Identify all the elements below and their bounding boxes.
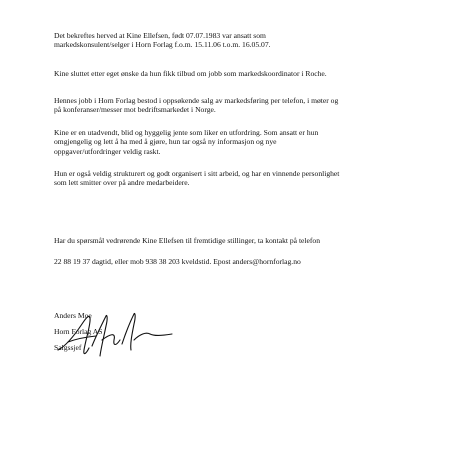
text-line: Hun er også veldig strukturert og godt organisert i sitt arbeid, og har en vinnende personlighet [54,169,340,178]
organization-paragraph [54,169,424,188]
resignation-paragraph [54,69,424,78]
text-line: som lett smitter over på andre medarbeidere. [54,178,190,188]
signer-title: Salgssjef [54,343,82,352]
text-line: omgjengelig og lett å ha med å gjøre, hun tar også ny informasjon og nye [54,137,277,147]
signer-company: Horn Forlag AS [54,327,103,336]
text-line: markedskonsulent/selger i Horn Forlag f.o.m. 15.11.06 t.o.m. 16.05.07. [54,40,271,50]
personality-paragraph [54,128,424,156]
employment-confirmation-paragraph [54,31,424,50]
text-line: Har du spørsmål vedrørende Kine Ellefsen til fremtidige stillinger, ta kontakt på telefon [54,236,321,245]
handwritten-signature [56,306,176,364]
text-line: 22 88 19 37 dagtid, eller mob 938 38 203 kveldstid. Epost anders@hornforlag.no [54,257,301,266]
text-line: Kine sluttet etter eget ønske da hun fikk tilbud om jobb som markedskoordinator i Roche. [54,69,327,78]
text-line: Hennes jobb i Horn Forlag bestod i oppsøkende salg av markedsføring per telefon, i møter og [54,96,339,105]
text-line: på konferanser/messer mot bedriftsmarkedet i Norge. [54,105,216,115]
text-line: Kine er en utadvendt, blid og hyggelig jente som liker en utfordring. Som ansatt er hun [54,128,319,137]
job-description-paragraph [54,96,424,115]
contact-details-paragraph [54,257,424,266]
text-line: oppgaver/utfordringer veldig raskt. [54,146,161,156]
signer-name: Anders Moe [54,311,92,320]
contact-intro-paragraph [54,236,424,245]
text-line: Det bekreftes herved at Kine Ellefsen, født 07.07.1983 var ansatt som [54,31,266,40]
